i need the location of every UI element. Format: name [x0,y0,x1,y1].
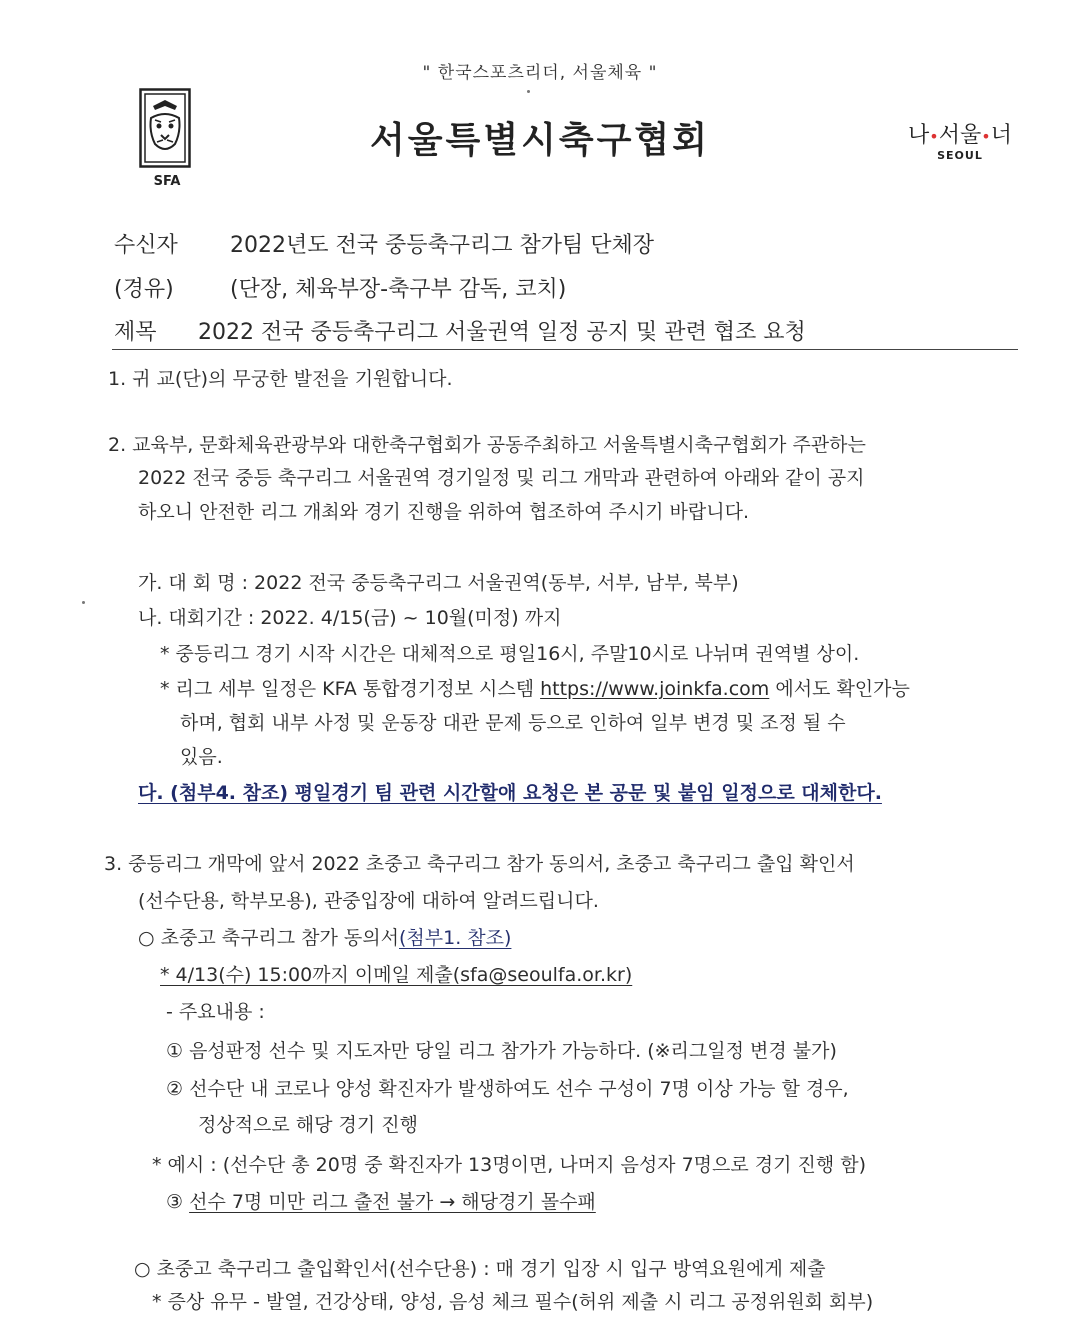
example-note: * 예시 : (선수단 총 20명 중 확진자가 13명이면, 나머지 음성자 7명으로 경기 진행 함) [152,1154,867,1176]
divider [112,349,1018,350]
content-item-2-line-2: 정상적으로 해당 경기 진행 [198,1114,419,1136]
attachment-1-ref: (첨부1. 참조) [399,927,512,949]
seoul-logo-sub: SEOUL [937,149,983,162]
via-label: (경유) [114,277,174,302]
via: (단장, 체육부장-축구부 감독, 코치) [230,277,567,302]
consent-deadline: * 4/13(수) 15:00까지 이메일 제출(sfa@seoulfa.or.kr) [160,964,633,986]
note-schedule-line-3: 있음. [180,746,223,768]
recipient-label: 수신자 [114,233,178,258]
organization-name: 서울특별시축구협회 [370,120,710,161]
paragraph-2-line-1: 2. 교육부, 문화체육관광부와 대한축구협회가 공동주최하고 서울특별시축구협회가 주관하는 [108,434,866,456]
logo-text: SFA [153,174,181,189]
note-schedule-line-2: 하며, 협회 내부 사정 및 운동장 대관 문제 등으로 인하여 일부 변경 및 조정 될 수 [180,712,846,734]
paragraph-2-line-2: 2022 전국 중등 축구리그 서울권역 경기일정 및 리그 개막과 관련하여 아래와 같이 공지 [138,467,865,489]
content-item-2-line-1: ② 선수단 내 코로나 양성 확진자가 발생하여도 선수 구성이 7명 이상 가능 할 경우, [166,1078,849,1100]
content-item-1: ① 음성판정 선수 및 지도자만 당일 리그 참가가 가능하다. (※리그일정 변경 불가) [166,1040,837,1062]
recipient: 2022년도 전국 중등축구리그 참가팀 단체장 [230,233,654,258]
note-schedule-line-1: * 리그 세부 일정은 KFA 통합경기정보 시스템 https://www.joinkfa.com 에서도 확인가능 [160,678,910,700]
subject-label: 제목 [114,320,157,345]
content-item-3: ③ 선수 7명 미만 리그 출전 불가 → 해당경기 몰수패 [166,1191,596,1213]
seoul-logo: 나•서울•너 SEOUL [900,118,1020,162]
joinkfa-link[interactable]: https://www.joinkfa.com [540,678,770,700]
main-contents-label: - 주요내용 : [166,1001,265,1023]
item-na: 나. 대회기간 : 2022. 4/15(금) ~ 10월(미정) 까지 [138,607,562,629]
paragraph-3-line-1: 3. 중등리그 개막에 앞서 2022 초중고 축구리그 참가 동의서, 초중고 축구리그 출입 확인서 [104,853,855,875]
entry-form-note: * 증상 유무 - 발열, 건강상태, 양성, 음성 체크 필수(허위 제출 시 리그 공정위원회 회부) [152,1291,874,1313]
note-start-time: * 중등리그 경기 시작 시간은 대체적으로 평일16시, 주말10시로 나뉘며 권역별 상이. [160,643,860,665]
consent-form-item: ○ 초중고 축구리그 참가 동의서(첨부1. 참조) [138,927,512,949]
paragraph-2-line-3: 하오니 안전한 리그 개최와 경기 진행을 위하여 협조하여 주시기 바랍니다. [138,501,750,523]
item-da-highlight: 다. (첨부4. 참조) 평일경기 팀 관련 시간할애 요청은 본 공문 및 붙임 일정으로 대체한다. [138,782,882,804]
paragraph-1: 1. 귀 교(단)의 무궁한 발전을 기원합니다. [108,368,453,390]
slogan: " 한국스포츠리더, 서울체육 " [422,63,658,83]
item-ga: 가. 대 회 명 : 2022 전국 중등축구리그 서울권역(동부, 서부, 남부, 북부) [138,572,739,594]
paragraph-3-line-2: (선수단용, 학부모용), 관중입장에 대하여 알려드립니다. [138,890,599,912]
entry-form-item: ○ 초중고 축구리그 출입확인서(선수단용) : 매 경기 입장 시 입구 방역요원에게 제출 [134,1258,826,1280]
subject: 2022 전국 중등축구리그 서울권역 일정 공지 및 관련 협조 요청 [198,320,806,345]
